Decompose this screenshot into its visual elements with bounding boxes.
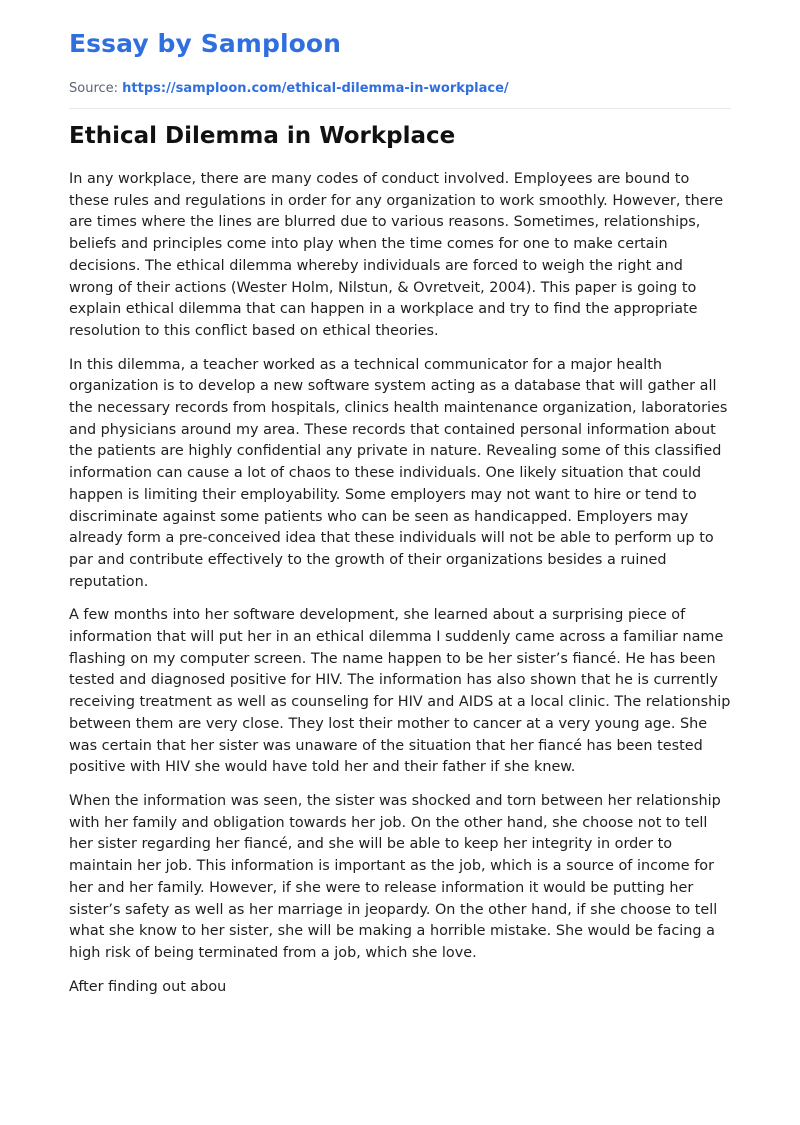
paragraph: A few months into her software development, she learned about a surprising piece of information that will put her in an ethical dilemma I suddenly came across a familiar name flashing on my computer screen. The name happen to be her sister’s fiancé. He has been tested and diagnosed positive for HIV. The information has also shown that he is currently receiving treatment as well as counseling for HIV and AIDS at a local clinic. The relationship between them are very close. They lost their mother to cancer at a very young age. She was certain that her sister was unaware of the situation that her fiancé has been tested positive with HIV she would have told her and their father if she knew. — [69, 607, 731, 776]
essay-body — [69, 169, 731, 998]
paragraph: In any workplace, there are many codes of conduct involved. Employees are bound to these rules and regulations in order for any organization to work smoothly. However, there are times where the lines are blurred due to various reasons. Sometimes, relationships, beliefs and principles come into play when the time comes for one to make certain decisions. The ethical dilemma whereby individuals are forced to weigh the right and wrong of their actions (Wester Holm, Nilstun, & Ovretveit, 2004). This paper is going to explain ethical dilemma that can happen in a workplace and try to find the appropriate resolution to this conflict based on ethical theories. — [69, 171, 724, 339]
essay-title: Ethical Dilemma in Workplace — [69, 123, 456, 149]
source-label: Source: — [69, 81, 119, 96]
paragraph: In this dilemma, a teacher worked as a technical communicator for a major health organization is to develop a new software system acting as a database that will gather all the necessary records from hospitals, clinics health maintenance organization, laboratories and physicians around my area. These records that contained personal information about the patients are highly confidential any private in nature. Revealing some of this classified information can cause a lot of chaos to these individuals. One likely situation that could happen is limiting their employability. Some employers may not want to hire or tend to discriminate against some patients who can be seen as handicapped. Employers may already form a pre-conceived idea that these individuals will not be able to perform up to par and contribute effectively to the growth of their organizations besides a ruined reputation. — [69, 356, 728, 590]
source-link[interactable]: https://samploon.com/ethical-dilemma-in-workplace/ — [122, 81, 509, 96]
source-line — [69, 80, 731, 98]
paragraph-truncated: After finding out abou — [69, 978, 227, 995]
header-divider — [69, 108, 731, 109]
paragraph: When the information was seen, the sister was shocked and torn between her relationship with her family and obligation towards her job. On the other hand, she choose not to tell her sister regarding her fiancé, and she will be able to keep her integrity in order to maintain her job. This information is important as the job, which is a source of income for her and her family. However, if she were to release information it would be putting her sister’s safety as well as her marriage in jeopardy. On the other hand, if she choose to tell what she know to her sister, she will be making a horrible mistake. She would be facing a high risk of being terminated from a job, which she love. — [69, 792, 721, 961]
site-brand[interactable]: Essay by Samploon — [69, 29, 342, 58]
